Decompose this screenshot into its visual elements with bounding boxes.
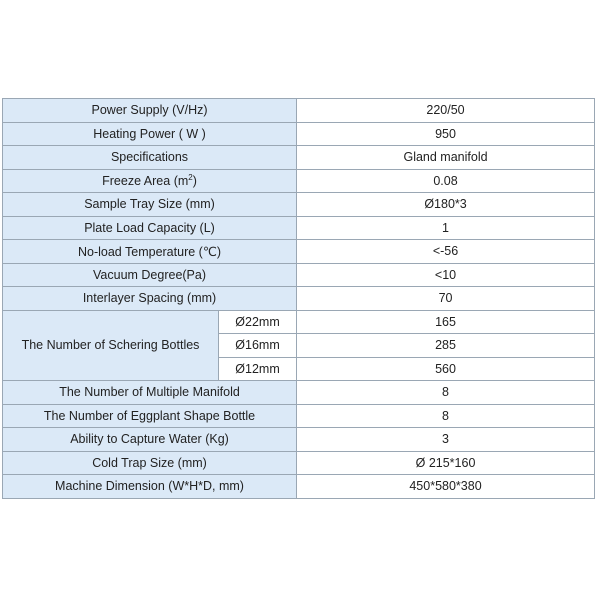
row-value: 950 xyxy=(297,122,595,146)
row-value: Gland manifold xyxy=(297,146,595,170)
table-row xyxy=(3,475,595,499)
freeze-area-label-close: ) xyxy=(192,173,197,188)
row-value: 450*580*380 xyxy=(297,475,595,499)
table-row xyxy=(3,240,595,264)
row-label: Interlayer Spacing (mm) xyxy=(3,287,297,311)
freeze-area-label-text: Freeze Area (m xyxy=(102,173,189,188)
row-value: 220/50 xyxy=(297,99,595,123)
row-label xyxy=(3,169,297,193)
row-value: 0.08 xyxy=(297,169,595,193)
row-label: Vacuum Degree(Pa) xyxy=(3,263,297,287)
row-label: Specifications xyxy=(3,146,297,170)
row-value: Ø180*3 xyxy=(297,193,595,217)
row-label: Sample Tray Size (mm) xyxy=(3,193,297,217)
bottle-size: Ø16mm xyxy=(219,334,297,358)
row-value: Ø 215*160 xyxy=(297,451,595,475)
table-row xyxy=(3,451,595,475)
table-row xyxy=(3,310,595,334)
table-row xyxy=(3,287,595,311)
row-label: Power Supply (V/Hz) xyxy=(3,99,297,123)
table-row xyxy=(3,146,595,170)
bottles-group-label: The Number of Schering Bottles xyxy=(3,310,219,381)
row-value: 8 xyxy=(297,404,595,428)
row-value: <10 xyxy=(297,263,595,287)
row-value: 560 xyxy=(297,357,595,381)
row-label: No-load Temperature (℃) xyxy=(3,240,297,264)
row-value: 1 xyxy=(297,216,595,240)
row-label: The Number of Multiple Manifold xyxy=(3,381,297,405)
table-row xyxy=(3,99,595,123)
row-value: 165 xyxy=(297,310,595,334)
table-row xyxy=(3,216,595,240)
table-row xyxy=(3,381,595,405)
row-label: Cold Trap Size (mm) xyxy=(3,451,297,475)
table-row xyxy=(3,122,595,146)
bottle-size: Ø12mm xyxy=(219,357,297,381)
bottle-size: Ø22mm xyxy=(219,310,297,334)
row-label: Ability to Capture Water (Kg) xyxy=(3,428,297,452)
table-row xyxy=(3,169,595,193)
superscript: 2 xyxy=(188,172,193,182)
row-label: The Number of Eggplant Shape Bottle xyxy=(3,404,297,428)
table-row xyxy=(3,404,595,428)
row-value: 285 xyxy=(297,334,595,358)
row-value: <-56 xyxy=(297,240,595,264)
row-value: 3 xyxy=(297,428,595,452)
row-label: Machine Dimension (W*H*D, mm) xyxy=(3,475,297,499)
row-value: 70 xyxy=(297,287,595,311)
row-label: Heating Power ( W ) xyxy=(3,122,297,146)
row-value: 8 xyxy=(297,381,595,405)
row-label: Plate Load Capacity (L) xyxy=(3,216,297,240)
spec-table xyxy=(2,98,595,499)
table-row xyxy=(3,428,595,452)
table-row xyxy=(3,263,595,287)
table-row xyxy=(3,193,595,217)
